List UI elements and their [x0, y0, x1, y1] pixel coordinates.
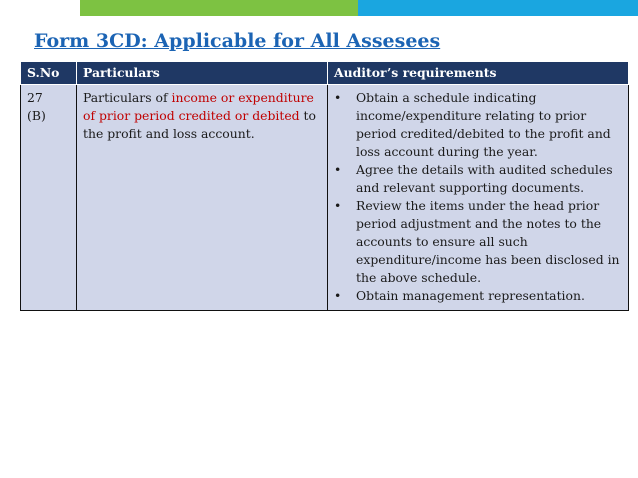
- requirements-table: [20, 61, 629, 311]
- top-bar-blue: [358, 0, 638, 16]
- page-title: Form 3CD: Applicable for All Assesees: [34, 30, 441, 52]
- bullet-icon: •: [334, 90, 342, 105]
- header-particulars: Particulars: [77, 62, 328, 85]
- particulars-highlight: income or expenditure of prior period credited or debited: [83, 90, 314, 123]
- header-auditor-requirements: Auditor’s requirements: [328, 62, 629, 85]
- bullet-icon: •: [334, 162, 342, 177]
- sno-cell: [21, 85, 77, 311]
- requirement-text: Agree the details with audited schedules and relevant supporting documents.: [356, 162, 613, 195]
- table-row: [21, 85, 629, 311]
- top-bar-green: [80, 0, 358, 16]
- list-item: [334, 197, 624, 287]
- list-item: [334, 161, 624, 197]
- list-item: [334, 287, 624, 305]
- bullet-icon: •: [334, 288, 342, 303]
- requirements-list: [334, 89, 624, 305]
- table-header-row: [21, 62, 629, 85]
- requirements-cell: [328, 85, 629, 311]
- bullet-icon: •: [334, 198, 342, 213]
- requirement-text: Review the items under the head prior period adjustment and the notes to the accounts to ensure all such expenditure/income has been disclosed in the above schedule.: [356, 198, 620, 285]
- sno-suffix: (B): [27, 108, 46, 123]
- list-item: [334, 89, 624, 161]
- particulars-text-part1: Particulars of: [83, 90, 172, 105]
- particulars-text-part2: to the profit and loss account.: [83, 108, 316, 141]
- requirement-text: Obtain management representation.: [356, 288, 585, 303]
- sno-number: 27: [27, 90, 43, 105]
- particulars-cell: [77, 85, 328, 311]
- requirement-text: Obtain a schedule indicating income/expenditure relating to prior period credited/debited to the profit and loss account during the year.: [356, 90, 611, 159]
- header-sno: S.No: [21, 62, 77, 85]
